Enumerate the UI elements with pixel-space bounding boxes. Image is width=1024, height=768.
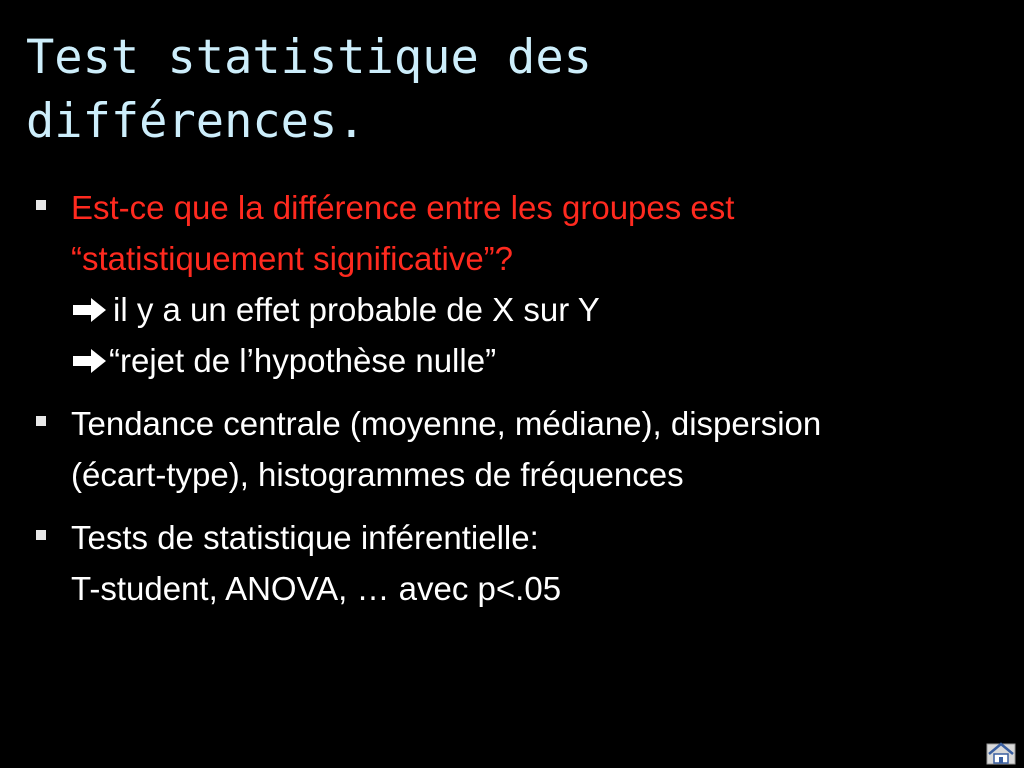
implication-line xyxy=(71,284,1000,335)
right-arrow-icon xyxy=(71,346,109,376)
bullet-item xyxy=(30,398,1000,500)
bullet-line: (écart-type), histogrammes de fréquences xyxy=(71,456,684,493)
bullet-item xyxy=(30,182,1000,386)
square-bullet-icon xyxy=(36,530,46,540)
implication-text: “rejet de l’hypothèse nulle” xyxy=(109,342,497,379)
bullet-item xyxy=(30,512,1000,614)
square-bullet-icon xyxy=(36,200,46,210)
title-line: Test statistique des xyxy=(26,30,592,85)
bullet-line: Est-ce que la différence entre les groupes est xyxy=(71,189,735,226)
home-icon[interactable] xyxy=(984,738,1018,766)
bullet-line: Tendance centrale (moyenne, médiane), dispersion xyxy=(71,405,822,442)
bullet-line: T-student, ANOVA, … avec p<.05 xyxy=(71,570,562,607)
bullet-line: Tests de statistique inférentielle: xyxy=(71,519,539,556)
bullet-list xyxy=(30,182,1000,626)
square-bullet-icon xyxy=(36,416,46,426)
slide-title xyxy=(26,26,986,154)
title-line: différences. xyxy=(26,94,366,149)
implication-text: il y a un effet probable de X sur Y xyxy=(113,291,600,328)
right-arrow-icon xyxy=(71,295,109,325)
implication-line xyxy=(71,335,1000,386)
bullet-line: “statistiquement significative”? xyxy=(71,240,514,277)
